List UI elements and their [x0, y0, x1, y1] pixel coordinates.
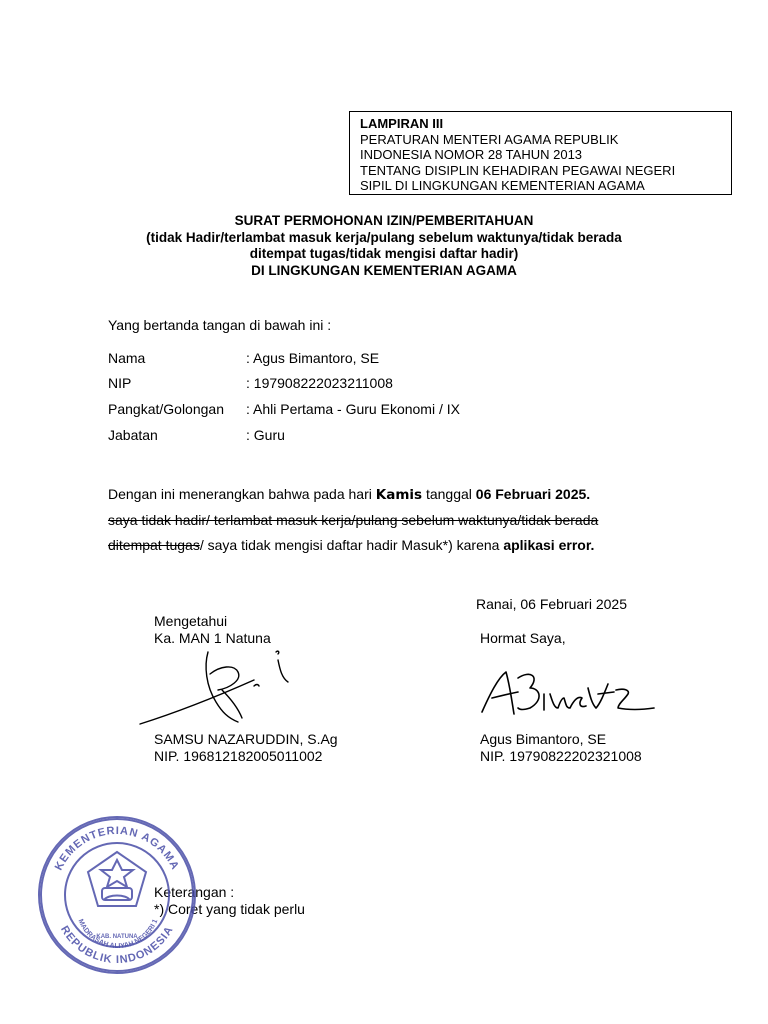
identity-value: : Agus Bimantoro, SE: [246, 350, 380, 366]
identity-value: : Ahli Pertama - Guru Ekonomi / IX: [246, 401, 460, 417]
left-signatory-header: [154, 613, 271, 647]
statement-line: [108, 537, 594, 553]
intro-text: Yang bertanda tangan di bawah ini :: [108, 317, 332, 333]
statement-rest: / saya tidak mengisi daftar hadir Masuk*) karena: [199, 537, 504, 553]
right-signatory-header: Hormat Saya,: [480, 630, 566, 646]
headmaster-title: Ka. MAN 1 Natuna: [154, 630, 271, 646]
identity-label: Pangkat/Golongan: [108, 401, 224, 417]
lampiran-line: SIPIL DI LINGKUNGAN KEMENTERIAN AGAMA: [360, 178, 645, 193]
left-signature: [138, 646, 298, 730]
heading-line: SURAT PERMOHONAN IZIN/PEMBERITAHUAN: [234, 213, 534, 228]
left-signatory-name: SAMSU NAZARUDDIN, S.Ag: [154, 731, 338, 747]
struck-text: saya tidak hadir/ terlambat masuk kerja/pulang sebelum waktunya/tidak berada: [108, 512, 599, 528]
left-signatory-nip: NIP. 196812182005011002: [154, 748, 323, 764]
right-signatory-nip: NIP. 19790822202321008: [480, 748, 642, 764]
stamp-middle-text: MADRASAH ALIYAH NEGERI 1: [76, 918, 160, 951]
lampiran-line: PERATURAN MENTERI AGAMA REPUBLIK: [360, 131, 619, 147]
ministry-emblem-icon: [88, 852, 146, 906]
lampiran-box: [349, 111, 732, 195]
stamp-bottom-text: REPUBLIK INDONESIA: [58, 923, 176, 967]
statement-prefix: Dengan ini menerangkan bahwa pada hari: [108, 486, 376, 502]
statement-line: [108, 486, 590, 503]
notes-title: Keterangan :: [154, 884, 235, 900]
lampiran-line: INDONESIA NOMOR 28 TAHUN 2013: [360, 147, 583, 162]
statement-date: 06 Februari 2025.: [475, 486, 591, 502]
official-stamp: [36, 814, 198, 976]
stamp-top-text: KEMENTERIAN AGAMA: [52, 824, 182, 873]
identity-value: : Guru: [246, 427, 285, 443]
statement-reason: aplikasi error.: [503, 537, 595, 553]
heading-line: ditempat tugas/tidak mengisi daftar hadir): [249, 246, 519, 261]
statement-day: Kamis: [375, 487, 423, 503]
heading-line: (tidak Hadir/terlambat masuk kerja/pulang sebelum waktunya/tidak berada: [146, 229, 622, 245]
statement-middle: tanggal: [422, 486, 476, 502]
notes-item: *) Coret yang tidak perlu: [154, 901, 305, 917]
document-heading: [0, 213, 768, 279]
acknowledge-label: Mengetahui: [154, 613, 228, 629]
left-signatory-footer: [154, 731, 338, 765]
place-date: Ranai, 06 Februari 2025: [476, 596, 627, 612]
struck-text: ditempat tugas: [108, 537, 200, 553]
right-signatory-name: Agus Bimantoro, SE: [480, 731, 607, 747]
lampiran-line: TENTANG DISIPLIN KEHADIRAN PEGAWAI NEGERI: [360, 162, 676, 178]
heading-line: DI LINGKUNGAN KEMENTERIAN AGAMA: [251, 262, 517, 278]
lampiran-title: LAMPIRAN III: [360, 116, 444, 131]
identity-label: Jabatan: [108, 427, 158, 443]
right-signatory-footer: [480, 731, 642, 765]
right-signature: [478, 664, 660, 724]
identity-label: Nama: [108, 350, 146, 366]
stamp-small-text: KAB. NATUNA: [96, 934, 138, 940]
identity-value: : 197908222023211008: [246, 375, 393, 391]
identity-label: NIP: [108, 375, 132, 391]
